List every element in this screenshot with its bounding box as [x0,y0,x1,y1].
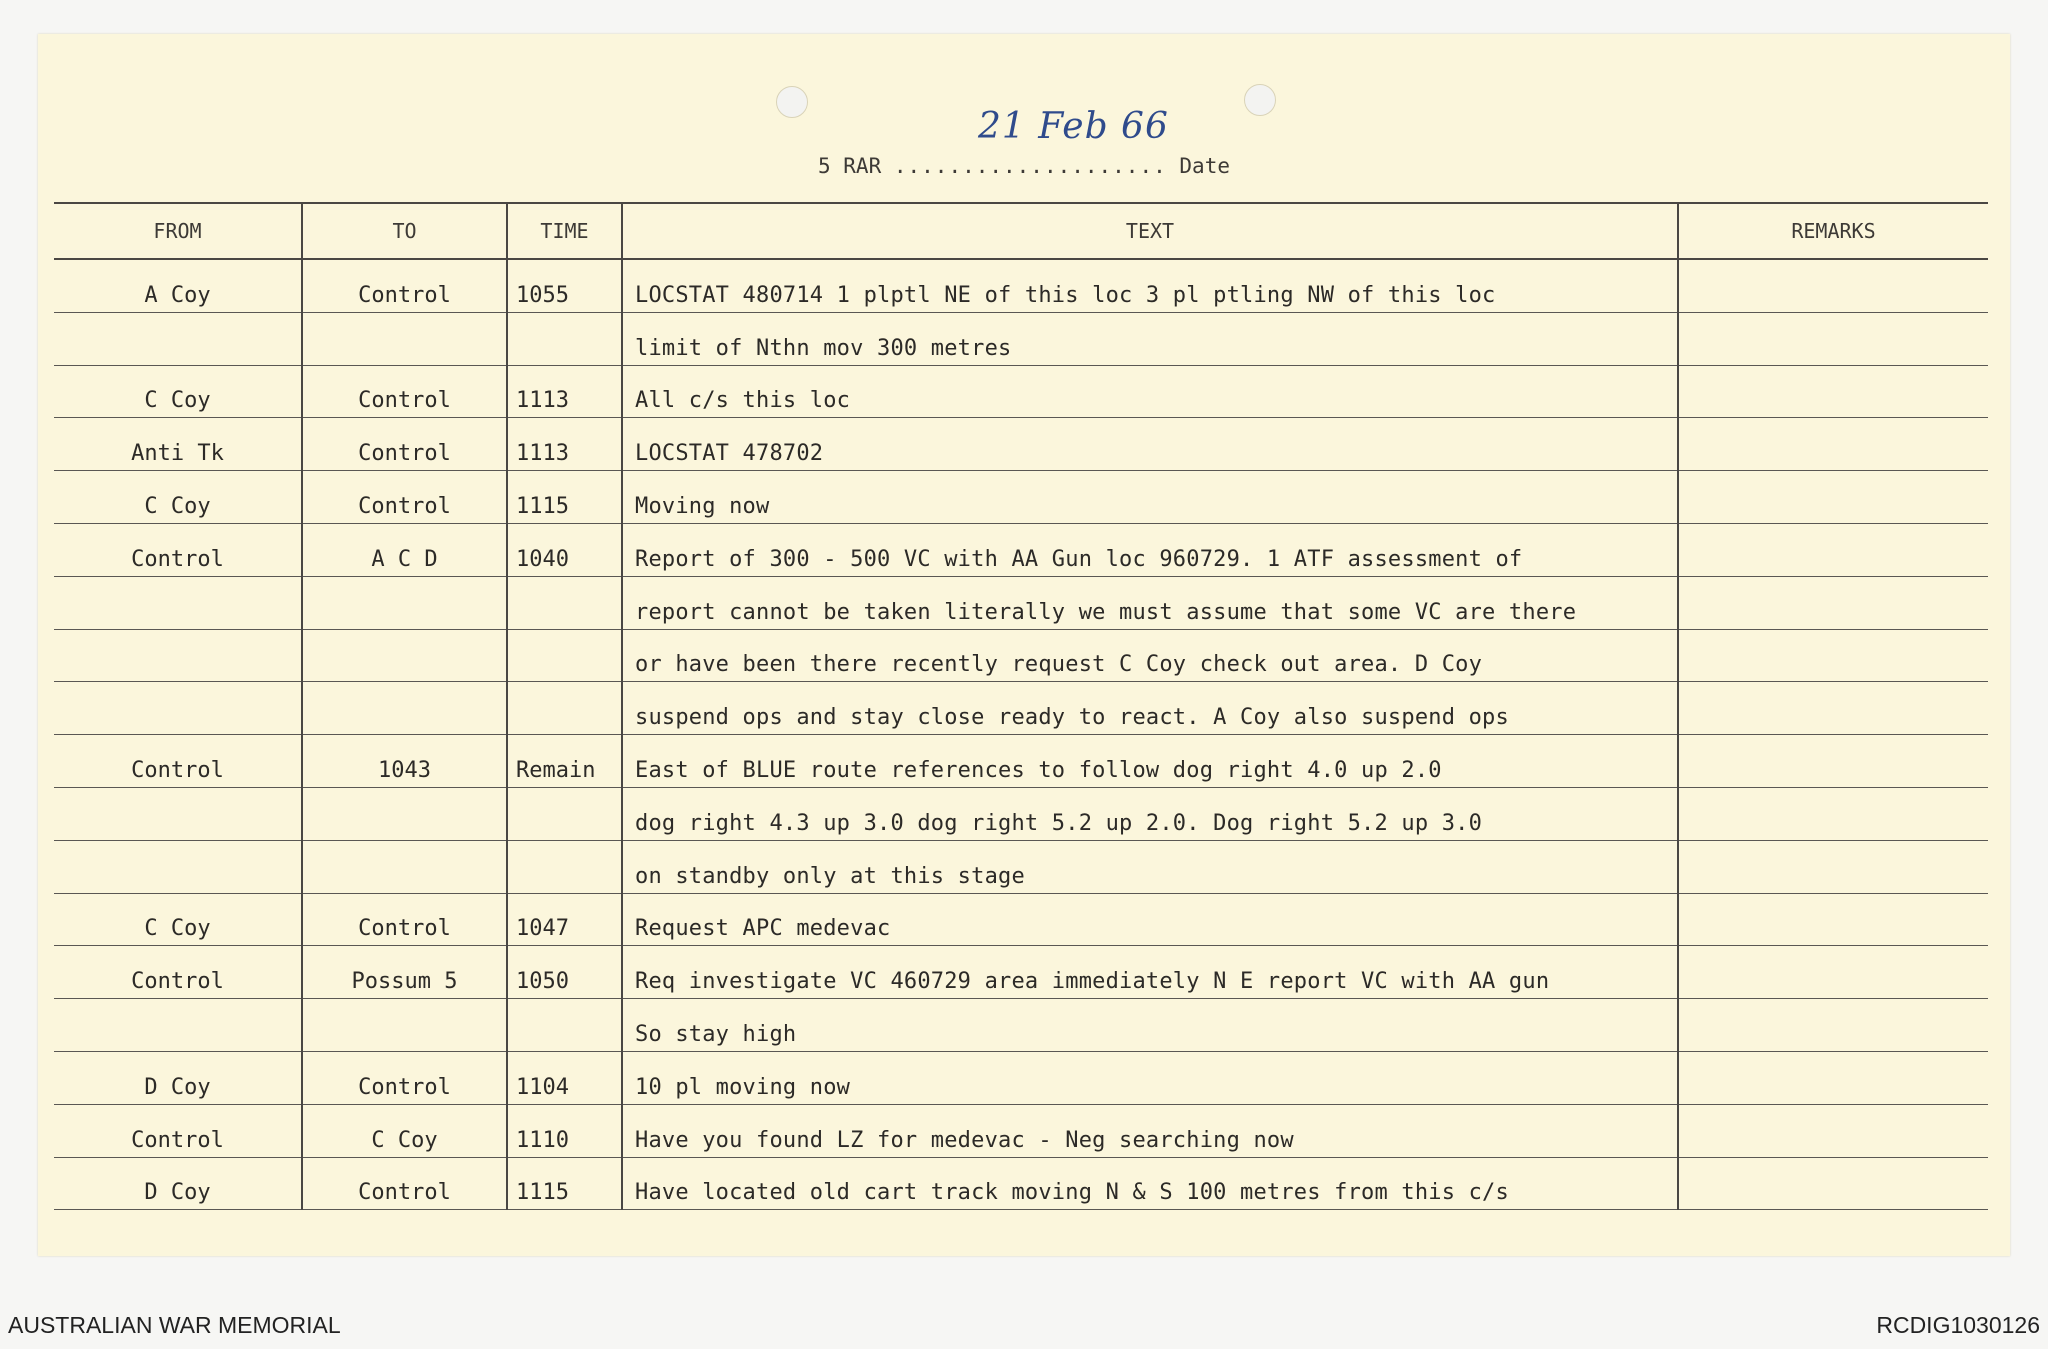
cell-time [507,576,622,629]
cell-remarks [1678,946,1988,999]
cell-text: limit of Nthn mov 300 metres [622,312,1678,365]
table-row [54,1104,1988,1157]
cell-remarks [1678,999,1988,1052]
punch-hole-left [776,86,808,118]
column-header-from: FROM [54,203,302,259]
cell-from [54,999,302,1052]
cell-text: 10 pl moving now [622,1051,1678,1104]
cell-remarks [1678,1104,1988,1157]
cell-remarks [1678,787,1988,840]
cell-to: Control [302,471,507,524]
cell-text: on standby only at this stage [622,840,1678,893]
column-header-text: TEXT [622,203,1678,259]
cell-time [507,840,622,893]
cell-to: Control [302,893,507,946]
cell-from: A Coy [54,259,302,312]
cell-text: Report of 300 - 500 VC with AA Gun loc 960729. 1 ATF assessment of [622,523,1678,576]
table-row [54,1051,1988,1104]
cell-to: Control [302,365,507,418]
cell-to: Control [302,259,507,312]
cell-time: 1115 [507,1157,622,1210]
cell-text: suspend ops and stay close ready to react. A Coy also suspend ops [622,682,1678,735]
cell-remarks [1678,523,1988,576]
cell-time: 1055 [507,259,622,312]
table-row [54,418,1988,471]
cell-remarks [1678,418,1988,471]
table-row [54,365,1988,418]
cell-to: 1043 [302,735,507,788]
cell-remarks [1678,259,1988,312]
cell-to: Control [302,1157,507,1210]
cell-remarks [1678,682,1988,735]
cell-remarks [1678,1157,1988,1210]
table-row [54,523,1988,576]
cell-time: 1104 [507,1051,622,1104]
cell-text: East of BLUE route references to follow dog right 4.0 up 2.0 [622,735,1678,788]
table-row [54,1157,1988,1210]
cell-time: 1047 [507,893,622,946]
cell-text: LOCSTAT 480714 1 plptl NE of this loc 3 pl ptling NW of this loc [622,259,1678,312]
cell-text: LOCSTAT 478702 [622,418,1678,471]
cell-remarks [1678,840,1988,893]
table-header-row [54,203,1988,259]
cell-time: Remain [507,735,622,788]
cell-to [302,787,507,840]
cell-to [302,576,507,629]
cell-remarks [1678,365,1988,418]
cell-to [302,840,507,893]
cell-time: 1113 [507,365,622,418]
column-header-to: TO [302,203,507,259]
cell-remarks [1678,576,1988,629]
cell-remarks [1678,629,1988,682]
cell-time: 1113 [507,418,622,471]
cell-from: C Coy [54,893,302,946]
table-row [54,840,1988,893]
cell-time [507,682,622,735]
unit-label: 5 RAR [818,154,882,178]
cell-from [54,787,302,840]
cell-from: Control [54,735,302,788]
cell-remarks [1678,893,1988,946]
cell-from: C Coy [54,471,302,524]
cell-time: 1110 [507,1104,622,1157]
cell-from [54,682,302,735]
cell-text: Have located old cart track moving N & S 100 metres from this c/s [622,1157,1678,1210]
cell-from [54,576,302,629]
table-row [54,999,1988,1052]
cell-time [507,312,622,365]
cell-text: report cannot be taken literally we must assume that some VC are there [622,576,1678,629]
cell-from [54,629,302,682]
cell-to [302,999,507,1052]
table-row [54,471,1988,524]
punch-hole-right [1244,84,1276,116]
cell-time [507,787,622,840]
cell-to [302,682,507,735]
table-row [54,946,1988,999]
cell-text: or have been there recently request C Coy check out area. D Coy [622,629,1678,682]
table-row [54,629,1988,682]
cell-time: 1115 [507,471,622,524]
footer-record-id: RCDIG1030126 [1876,1312,2040,1338]
cell-from: D Coy [54,1051,302,1104]
handwritten-date: 21 Feb 66 [978,106,1169,147]
cell-text: Have you found LZ for medevac - Neg searching now [622,1104,1678,1157]
cell-to: Control [302,1051,507,1104]
cell-remarks [1678,735,1988,788]
cell-text: Req investigate VC 460729 area immediately N E report VC with AA gun [622,946,1678,999]
cell-text: Request APC medevac [622,893,1678,946]
column-header-time: TIME [507,203,622,259]
date-dots: .................... [893,154,1167,178]
message-log-table [54,202,1988,1210]
cell-to: A C D [302,523,507,576]
cell-time: 1050 [507,946,622,999]
cell-from: Control [54,523,302,576]
cell-time [507,999,622,1052]
cell-time: 1040 [507,523,622,576]
footer-institution: AUSTRALIAN WAR MEMORIAL [8,1312,341,1338]
cell-from [54,840,302,893]
cell-text: dog right 4.3 up 3.0 dog right 5.2 up 2.0. Dog right 5.2 up 3.0 [622,787,1678,840]
cell-time [507,629,622,682]
cell-remarks [1678,312,1988,365]
log-sheet [38,34,2010,1256]
header-line [38,154,2010,178]
cell-from: Control [54,1104,302,1157]
cell-to [302,312,507,365]
cell-remarks [1678,1051,1988,1104]
table-row [54,787,1988,840]
cell-to: Possum 5 [302,946,507,999]
table-row [54,735,1988,788]
table-row [54,259,1988,312]
cell-from [54,312,302,365]
cell-from: D Coy [54,1157,302,1210]
cell-from: C Coy [54,365,302,418]
table-row [54,576,1988,629]
cell-to: Control [302,418,507,471]
date-label: Date [1179,154,1230,178]
cell-to [302,629,507,682]
table-row [54,312,1988,365]
cell-to: C Coy [302,1104,507,1157]
column-header-remarks: REMARKS [1678,203,1988,259]
cell-text: Moving now [622,471,1678,524]
table-row [54,682,1988,735]
cell-text: All c/s this loc [622,365,1678,418]
cell-from: Anti Tk [54,418,302,471]
cell-from: Control [54,946,302,999]
table-row [54,893,1988,946]
cell-text: So stay high [622,999,1678,1052]
cell-remarks [1678,471,1988,524]
